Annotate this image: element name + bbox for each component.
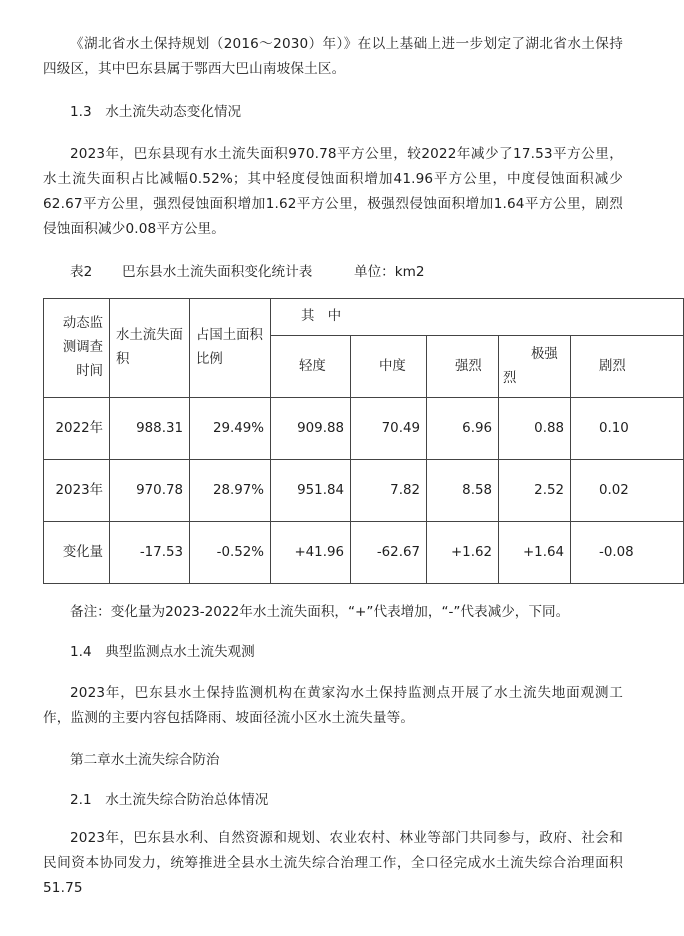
header-area: 水土流失面积: [110, 299, 190, 398]
paragraph-comprehensive-control: 2023年，巴东县水利、自然资源和规划、农业农村、林业等部门共同参与，政府、社会和民间资本协同发力，统筹推进全县水土流失综合治理工作，全口径完成水土流失综合治理面积51.75: [43, 830, 623, 896]
row-very-intense: +1.64: [499, 522, 571, 584]
table-row: [44, 522, 684, 584]
row-ratio: -0.52%: [190, 522, 271, 584]
row-light: 951.84: [271, 460, 351, 522]
table-number: 表2: [70, 264, 93, 280]
table-header-row: [44, 299, 684, 336]
row-intense: 8.58: [427, 460, 499, 522]
paragraph-planning: 《湖北省水土保持规划（2016～2030）年）》在以上基础上进一步划定了湖北省水土保持四级区，其中巴东县属于鄂西大巴山南坡保土区。: [43, 36, 623, 77]
table-row: [44, 460, 684, 522]
row-severe: 0.02: [571, 460, 684, 522]
row-area: -17.53: [110, 522, 190, 584]
subheader-very-intense: 极强烈: [499, 336, 571, 398]
row-moderate: 7.82: [351, 460, 427, 522]
subheader-light: 轻度: [271, 336, 351, 398]
row-moderate: 70.49: [351, 398, 427, 460]
row-light: +41.96: [271, 522, 351, 584]
header-group: 其 中: [271, 299, 684, 336]
table-caption: [70, 262, 425, 282]
section-heading-1-4: 1.4 典型监测点水土流失观测: [70, 644, 255, 660]
soil-erosion-table: [43, 298, 684, 584]
row-intense: 6.96: [427, 398, 499, 460]
row-light: 909.88: [271, 398, 351, 460]
row-period: 2023年: [44, 460, 110, 522]
row-moderate: -62.67: [351, 522, 427, 584]
row-area: 988.31: [110, 398, 190, 460]
row-ratio: 28.97%: [190, 460, 271, 522]
row-ratio: 29.49%: [190, 398, 271, 460]
chapter-heading-2: 第二章水土流失综合防治: [70, 752, 220, 768]
table-row: [44, 398, 684, 460]
header-period: 动态监测调查时间: [44, 299, 110, 398]
table-container: [43, 298, 634, 586]
subheader-severe: 剧烈: [571, 336, 684, 398]
subheader-intense: 强烈: [427, 336, 499, 398]
paragraph-monitoring: 2023年，巴东县水土保持监测机构在黄家沟水土保持监测点开展了水土流失地面观测工作，监测的主要内容包括降雨、坡面径流小区水土流失量等。: [43, 685, 623, 726]
section-heading-1-3: 1.3 水土流失动态变化情况: [70, 104, 242, 120]
table-note: 备注：变化量为2023-2022年水土流失面积，“+”代表增加，“-”代表减少，下同。: [70, 604, 570, 620]
table-title: 巴东县水土流失面积变化统计表: [122, 264, 313, 280]
row-period: 2022年: [44, 398, 110, 460]
header-ratio: 占国土面积比例: [190, 299, 271, 398]
row-very-intense: 0.88: [499, 398, 571, 460]
row-severe: -0.08: [571, 522, 684, 584]
row-area: 970.78: [110, 460, 190, 522]
subheader-moderate: 中度: [351, 336, 427, 398]
row-severe: 0.10: [571, 398, 684, 460]
table-unit: 单位：km2: [354, 264, 425, 280]
section-heading-2-1: 2.1 水土流失综合防治总体情况: [70, 792, 269, 808]
row-period: 变化量: [44, 522, 110, 584]
row-intense: +1.62: [427, 522, 499, 584]
paragraph-dynamic-change: 2023年，巴东县现有水土流失面积970.78平方公里，较2022年减少了17.53平方公里，水土流失面积占比减幅0.52%；其中轻度侵蚀面积增加41.96平方公里，中度侵蚀面积减少62.67平方公里，强烈侵蚀面积增加1.62平方公里，极强烈侵蚀面积增加1.64平方公里，剧烈侵蚀面积减少0.08平方公里。: [43, 146, 623, 237]
row-very-intense: 2.52: [499, 460, 571, 522]
